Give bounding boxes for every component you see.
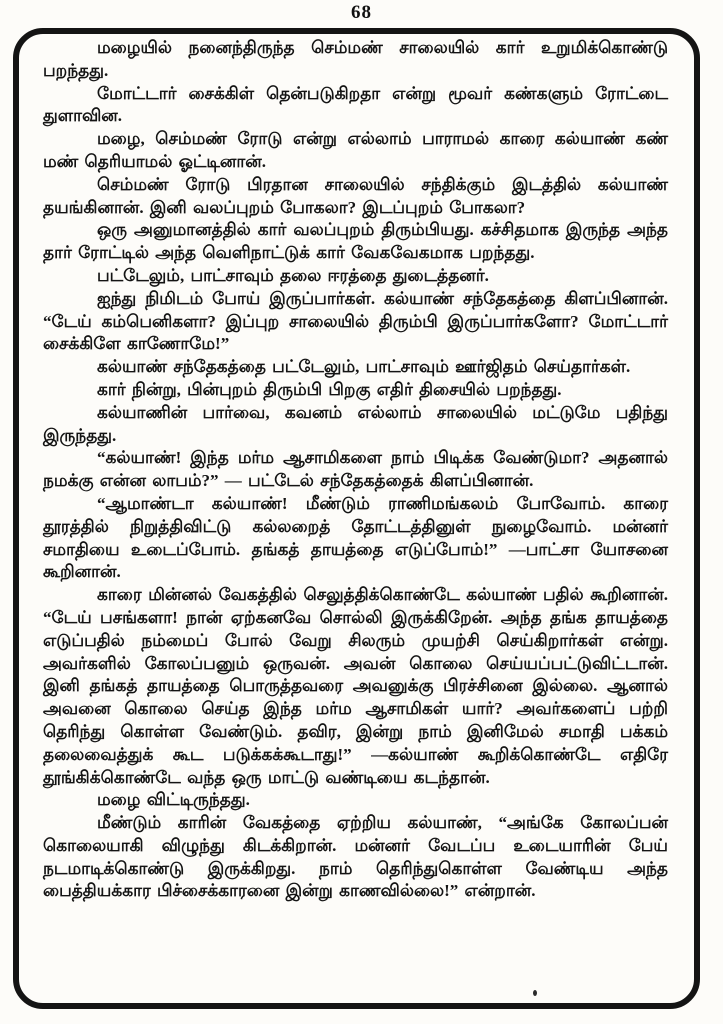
paragraph-1: மழையில் நனைந்திருந்த செம்மண் சாலையில் கார் உறுமிக்கொண்டு பறந்தது. xyxy=(43,38,668,80)
paragraph-3: மழை, செம்மண் ரோடு என்று எல்லாம் பாராமல் காரை கல்யாண் கண் மண் தெரியாமல் ஓட்டினான். xyxy=(43,129,668,171)
paragraph-4: செம்மண் ரோடு பிரதான சாலையில் சந்திக்கும் இடத்தில் கல்யாண் தயங்கினான். இனி வலப்புறம் போகலா? இடப்புறம் போகலா? xyxy=(43,174,668,217)
paragraph-15: மீண்டும் காரின் வேகத்தை ஏற்றிய கல்யாண், “அங்கே கோலப்பன் கொலையாகி விழுந்து கிடக்கிறான். மன்னர் வேடப்ப உடையாரின் பேய் நடமாடிக்கொண்டு இருக்கிறது. நாம் தெரிந்துகொள்ள வேண்டிய அந்த பைத்தியக்கார பிச்சைக்காரனை இன்று காணவில்லை!” என்றான். xyxy=(43,813,668,901)
paragraph-14: மழை விட்டிருந்தது. xyxy=(97,790,250,810)
paragraph-5: ஒரு அனுமானத்தில் கார் வலப்புறம் திரும்பியது. கச்சிதமாக இருந்த அந்த தார் ரோட்டில் அந்த வெளிநாட்டுக் கார் வேகவேகமாக பறந்தது. xyxy=(43,220,668,263)
paragraph-8: கல்யாண் சந்தேகத்தை பட்டேலும், பாட்சாவும் ஊர்ஜிதம் செய்தார்கள். xyxy=(97,357,631,377)
paragraph-9: கார் நின்று, பின்புறம் திரும்பி பிறகு எதிர் திசையில் பறந்தது. xyxy=(97,379,562,399)
paragraph-12: “ஆமாண்டா கல்யாண்! மீண்டும் ராணிமங்கலம் போவோம். காரை தூரத்தில் நிறுத்திவிட்டு கல்லறைத் தோட்டத்தினுள் நுழைவோம். மன்னர் சமாதியை உடைப்போம். தங்கத் தாயத்தை எடுப்போம்!” —பாட்சா யோசனை கூறினான். xyxy=(43,493,668,582)
paragraph-10: கல்யாணின் பார்வை, கவனம் எல்லாம் சாலையில் மட்டுமே பதிந்து இருந்தது. xyxy=(43,402,668,445)
page-number: 68 xyxy=(351,2,372,23)
paragraph-6: பட்டேலும், பாட்சாவும் தலை ஈரத்தை துடைத்தனர். xyxy=(97,265,489,285)
ink-speck xyxy=(533,990,537,996)
paragraph-11: “கல்யாண்! இந்த மர்ம ஆசாமிகளை நாம் பிடிக்க வேண்டுமா? அதனால் நமக்கு என்ன லாபம்?” — பட்டேல் சந்தேகத்தைக் கிளப்பினான். xyxy=(43,448,668,491)
paragraph-7: ஐந்து நிமிடம் போய் இருப்பார்கள். கல்யாண் சந்தேகத்தை கிளப்பினான். “டேய் கம்பெனிகளா? இப்புற சாலையில் திரும்பி இருப்பார்களோ? மோட்டார் சைக்கிளே காணோமே!” xyxy=(43,288,668,354)
paragraph-2: மோட்டார் சைக்கிள் தென்படுகிறதா என்று மூவர் கண்களும் ரோட்டை துளாவின. xyxy=(43,83,668,126)
paragraph-13: காரை மின்னல் வேகத்தில் செலுத்திக்கொண்டே கல்யாண் பதில் கூறினான். “டேய் பசங்களா! நான் ஏற்கனவே சொல்லி இருக்கிறேன். அந்த தங்க தாயத்தை எடுப்பதில் நம்மைப் போல் வேறு சிலரும் முயற்சி செய்கிறார்கள் என்று. அவர்களில் கோலப்பனும் ஒருவன். அவன் கொலை செய்யப்பட்டுவிட்டான். இனி தங்கத் தாயத்தை பொருத்தவரை அவனுக்கு பிரச்சினை இல்லை. ஆனால் அவனை கொலை செய்த இந்த மர்ம ஆசாமிகள் யார்? அவர்களைப் பற்றி தெரிந்து கொள்ள வேண்டும். தவிர, இன்று நாம் இனிமேல் சமாதி பக்கம் தலைவைத்துக் கூட படுக்கக்கூடாது!” —கல்யாண் கூறிக்கொண்டே எதிரே தூங்கிக்கொண்டே வந்த ஒரு மாட்டு வண்டியை கடந்தான். xyxy=(43,585,668,787)
text-frame-border xyxy=(13,28,700,1009)
